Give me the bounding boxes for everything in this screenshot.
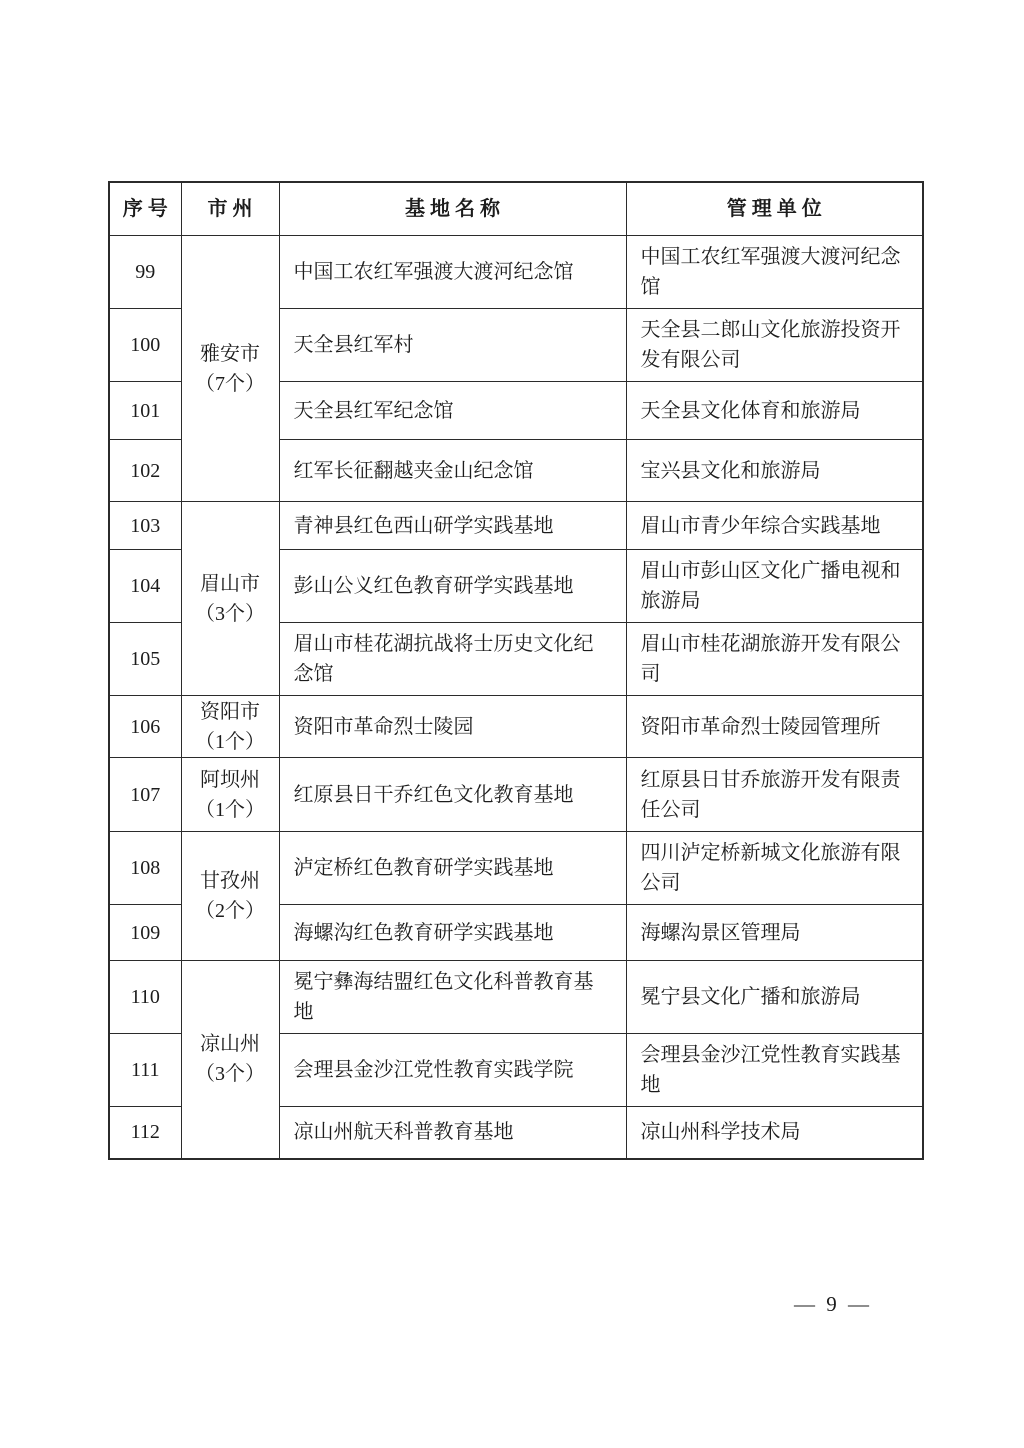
- city-name: 雅安市: [200, 342, 260, 365]
- base-name-cell: 泸定桥红色教育研学实践基地: [279, 832, 626, 905]
- unit-cell: 资阳市革命烈士陵园管理所: [626, 696, 923, 758]
- unit-cell: 眉山市青少年综合实践基地: [626, 502, 923, 550]
- city-name: 凉山州: [200, 1033, 260, 1056]
- row-number-cell: 109: [109, 905, 181, 961]
- base-name-cell: 冕宁彝海结盟红色文化科普教育基地: [279, 961, 626, 1034]
- table-row: [109, 961, 923, 1034]
- unit-cell: 中国工农红军强渡大渡河纪念馆: [626, 236, 923, 309]
- bases-table: [108, 181, 924, 1160]
- table-row: [109, 502, 923, 550]
- row-number-cell: 103: [109, 502, 181, 550]
- city-count-label: （1个）: [195, 730, 265, 753]
- city-cell: [181, 961, 279, 1159]
- base-name-cell: 中国工农红军强渡大渡河纪念馆: [279, 236, 626, 309]
- header-city-prefecture: 市州: [181, 182, 279, 236]
- base-name-cell: 天全县红军纪念馆: [279, 382, 626, 440]
- row-number-cell: 112: [109, 1107, 181, 1159]
- row-number-cell: 100: [109, 309, 181, 382]
- city-cell: [181, 832, 279, 961]
- row-number-cell: 106: [109, 696, 181, 758]
- unit-cell: 眉山市桂花湖旅游开发有限公司: [626, 623, 923, 696]
- header-base-name: 基地名称: [279, 182, 626, 236]
- city-name: 阿坝州: [200, 768, 260, 791]
- row-number-cell: 104: [109, 550, 181, 623]
- city-name: 甘孜州: [200, 870, 260, 892]
- table-body: [109, 236, 923, 1159]
- header-management-unit: 管理单位: [626, 182, 923, 236]
- table-row: [109, 758, 923, 832]
- header-serial-number: 序号: [109, 182, 181, 236]
- row-number-cell: 101: [109, 382, 181, 440]
- unit-cell: 眉山市彭山区文化广播电视和旅游局: [626, 550, 923, 623]
- city-cell: [181, 758, 279, 832]
- base-name-cell: 会理县金沙江党性教育实践学院: [279, 1034, 626, 1107]
- page-number: — 9 —: [794, 1292, 872, 1316]
- city-cell: [181, 236, 279, 502]
- unit-cell: 天全县文化体育和旅游局: [626, 382, 923, 440]
- table-header-row: [109, 182, 923, 236]
- city-name: 眉山市: [200, 572, 260, 595]
- row-number-cell: 107: [109, 758, 181, 832]
- city-name: 资阳市: [200, 700, 260, 723]
- unit-cell: 天全县二郎山文化旅游投资开发有限公司: [626, 309, 923, 382]
- unit-cell: 凉山州科学技术局: [626, 1107, 923, 1159]
- unit-cell: 红原县日甘乔旅游开发有限责任公司: [626, 758, 923, 832]
- city-cell: [181, 502, 279, 696]
- row-number-cell: 105: [109, 623, 181, 696]
- table-row: [109, 832, 923, 905]
- city-count-label: （3个）: [195, 602, 265, 625]
- row-number-cell: 102: [109, 440, 181, 502]
- city-count-label: （3个）: [195, 1063, 265, 1086]
- unit-cell: 冕宁县文化广播和旅游局: [626, 961, 923, 1034]
- city-count-label: （7个）: [195, 372, 265, 395]
- city-cell: [181, 696, 279, 758]
- base-name-cell: 海螺沟红色教育研学实践基地: [279, 905, 626, 961]
- base-name-cell: 资阳市革命烈士陵园: [279, 696, 626, 758]
- base-name-cell: 青神县红色西山研学实践基地: [279, 502, 626, 550]
- unit-cell: 四川泸定桥新城文化旅游有限公司: [626, 832, 923, 905]
- base-name-cell: 红军长征翻越夹金山纪念馆: [279, 440, 626, 502]
- unit-cell: 海螺沟景区管理局: [626, 905, 923, 961]
- row-number-cell: 99: [109, 236, 181, 309]
- base-name-cell: 红原县日干乔红色文化教育基地: [279, 758, 626, 832]
- city-count-label: （2个）: [195, 900, 265, 922]
- base-name-cell: 凉山州航天科普教育基地: [279, 1107, 626, 1159]
- city-count-label: （1个）: [195, 798, 265, 821]
- table-row: [109, 236, 923, 309]
- base-name-cell: 天全县红军村: [279, 309, 626, 382]
- table-row: [109, 696, 923, 758]
- base-name-cell: 彭山公义红色教育研学实践基地: [279, 550, 626, 623]
- row-number-cell: 108: [109, 832, 181, 905]
- row-number-cell: 111: [109, 1034, 181, 1107]
- unit-cell: 宝兴县文化和旅游局: [626, 440, 923, 502]
- unit-cell: 会理县金沙江党性教育实践基地: [626, 1034, 923, 1107]
- base-name-cell: 眉山市桂花湖抗战将士历史文化纪念馆: [279, 623, 626, 696]
- row-number-cell: 110: [109, 961, 181, 1034]
